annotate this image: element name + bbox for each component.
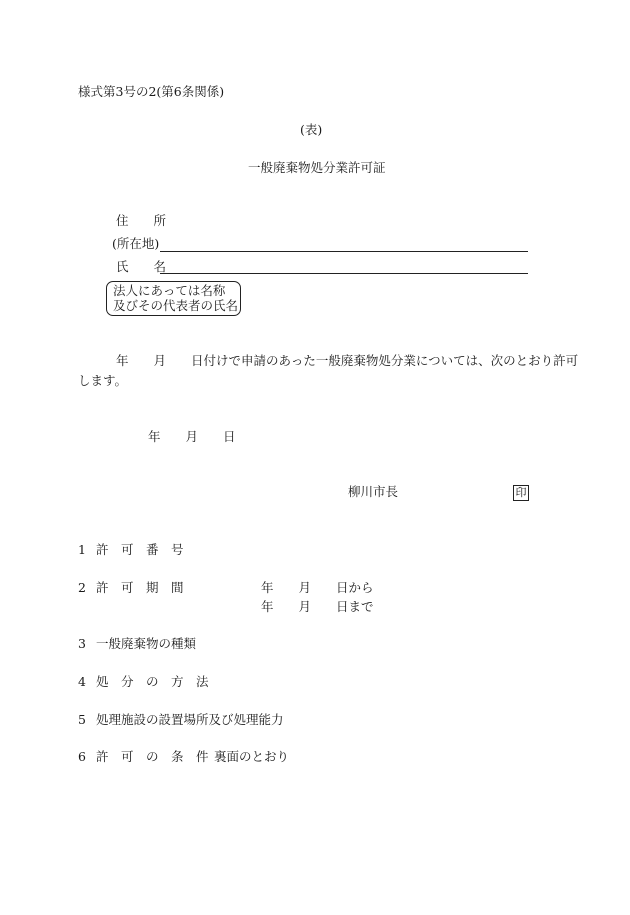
item-2-number: 2 (78, 580, 86, 595)
item-1-number: 1 (78, 542, 86, 557)
item-5-label: 処理施設の設置場所及び処理能力 (96, 712, 284, 727)
item-1-label: 許 可 番 号 (96, 542, 184, 557)
item-6-label: 許 可 の 条 件 (96, 749, 209, 764)
name-label: 氏 名 (116, 259, 167, 274)
corp-note-line2: 及びその代表者の氏名 (113, 298, 239, 313)
document-title: 一般廃棄物処分業許可証 (248, 160, 386, 175)
corp-note-line1: 法人にあっては名称 (113, 283, 226, 298)
location-label: (所在地) (112, 236, 160, 251)
name-underline (160, 273, 528, 274)
issuer-title: 柳川市長 (348, 484, 399, 499)
item-6-number: 6 (78, 749, 86, 764)
item-2-period-end: 年 月 日まで (261, 599, 374, 614)
item-3-label: 一般廃棄物の種類 (96, 636, 197, 651)
body-text-line1: 年 月 日付けで申請のあった一般廃棄物処分業については、次のとおり許可 (116, 353, 579, 368)
item-6-value: 裏面のとおり (214, 749, 290, 764)
item-4-label: 処 分 の 方 法 (96, 674, 209, 689)
item-4-number: 4 (78, 674, 86, 689)
form-side-label: (表) (300, 122, 323, 137)
issue-date: 年 月 日 (148, 429, 236, 444)
seal-mark: 印 (513, 485, 529, 501)
item-2-label: 許 可 期 間 (96, 580, 184, 595)
item-5-number: 5 (78, 712, 86, 727)
item-2-period-start: 年 月 日から (261, 580, 374, 595)
body-text-line2: します。 (78, 373, 128, 388)
item-3-number: 3 (78, 636, 86, 651)
address-label: 住 所 (116, 213, 167, 228)
form-number: 様式第3号の2(第6条関係) (78, 84, 225, 99)
address-underline (160, 251, 528, 252)
